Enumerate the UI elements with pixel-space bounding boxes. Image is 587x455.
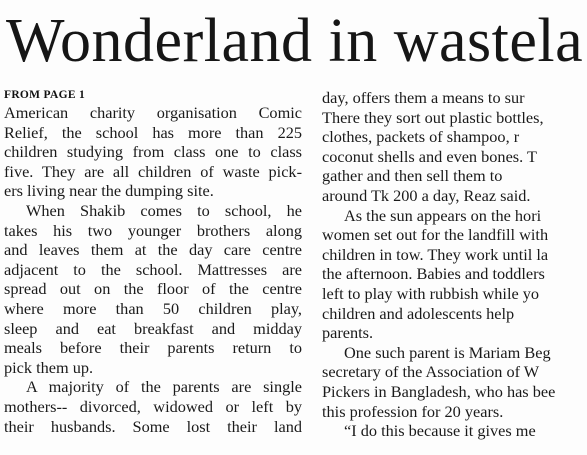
- text-line: children in tow. They work until la: [322, 244, 549, 264]
- article-column-right: [322, 88, 587, 441]
- text-line: spread out on the floor of the centre: [4, 279, 302, 299]
- article-headline: Wonderland in wastela: [6, 7, 584, 75]
- text-line: children studying from class one to class: [4, 142, 302, 162]
- text-line: clothes, packets of shampoo, r: [322, 127, 520, 147]
- text-line: day, offers them a means to sur: [322, 88, 525, 107]
- text-line: this profession for 20 years.: [322, 401, 504, 421]
- text-line: As the sun appears on the hori: [344, 205, 542, 225]
- text-line: their husbands. Some lost their land: [4, 416, 302, 436]
- text-line: secretary of the Association of W: [322, 362, 540, 382]
- text-line: women set out for the landfill with: [322, 225, 549, 245]
- left-column-text: [4, 103, 302, 436]
- right-column-text: [322, 88, 587, 441]
- text-line: left to play with rubbish while yo: [322, 283, 540, 303]
- kicker-label: FROM PAGE 1: [4, 89, 86, 101]
- text-line: “I do this because it gives me: [344, 421, 536, 441]
- text-line: five. They are all children of waste pick-: [4, 161, 302, 181]
- text-line: pick them up.: [4, 357, 94, 377]
- article-column-left: [4, 88, 302, 436]
- text-line: takes his two younger brothers along: [4, 220, 302, 240]
- text-line: American charity organisation Comic: [4, 103, 302, 122]
- text-line: children and adolescents help: [322, 303, 515, 323]
- text-line: One such parent is Mariam Beg: [344, 342, 551, 362]
- text-line: A majority of the parents are single: [26, 377, 302, 397]
- text-line: ers living near the dumping site.: [4, 181, 214, 201]
- text-line: Pickers in Bangladesh, who has bee: [322, 381, 556, 401]
- text-line: sleep and eat breakfast and midday: [4, 318, 302, 338]
- text-line: and leaves them at the day care centre: [4, 240, 302, 260]
- text-line: There they sort out plastic bottles,: [322, 107, 544, 127]
- text-line: gather and then sell them to: [322, 166, 503, 186]
- text-line: coconut shells and even bones. T: [322, 146, 537, 166]
- text-line: meals before their parents return to: [4, 338, 302, 358]
- text-line: around Tk 200 a day, Reaz said.: [322, 185, 531, 205]
- text-line: mothers-- divorced, widowed or left by: [4, 396, 302, 416]
- text-line: parents.: [322, 323, 374, 343]
- text-line: adjacent to the school. Mattresses are: [4, 259, 302, 279]
- text-line: the afternoon. Babies and toddlers: [322, 264, 545, 284]
- text-line: where more than 50 children play,: [4, 298, 302, 318]
- text-line: When Shakib comes to school, he: [26, 200, 302, 220]
- text-line: Relief, the school has more than 225: [4, 122, 302, 142]
